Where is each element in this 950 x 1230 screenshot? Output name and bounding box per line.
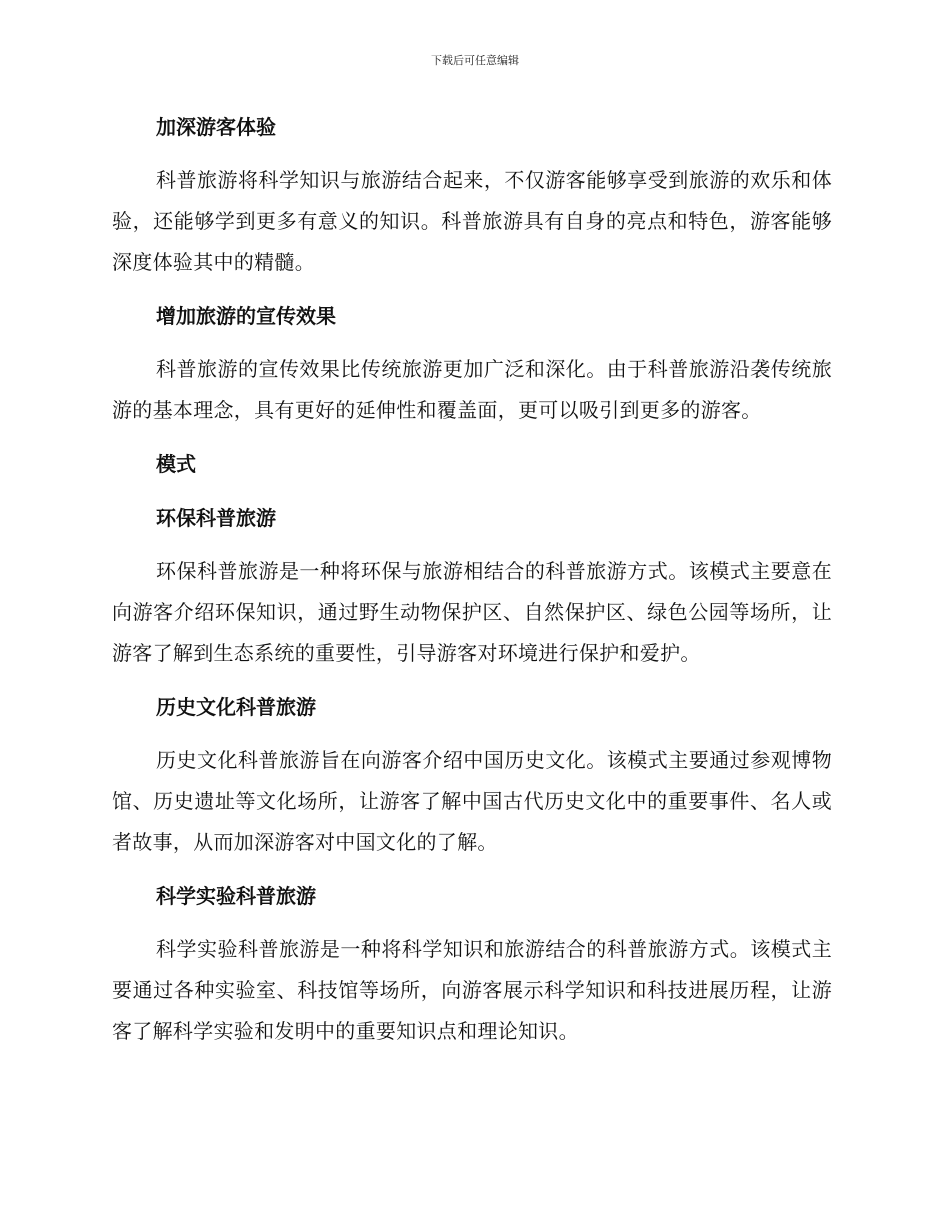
section-heading-science-experiment-tourism: 科学实验科普旅游: [156, 884, 316, 908]
section-heading-history-culture-tourism: 历史文化科普旅游: [156, 695, 316, 719]
document-body: [112, 106, 832, 1064]
paragraph-science-experiment-tourism: 科学实验科普旅游是一种将科学知识和旅游结合的科普旅游方式。该模式主要通过各种实验室、科技馆等场所，向游客展示科学知识和科技进展历程，让游客了解科学实验和发明中的重要知识点和理论知识。: [112, 937, 832, 1043]
section-heading-eco-tourism: 环保科普旅游: [156, 506, 276, 530]
paragraph-deepen-experience: 科普旅游将科学知识与旅游结合起来，不仅游客能够享受到旅游的欢乐和体验，还能够学到更多有意义的知识。科普旅游具有自身的亮点和特色，游客能够深度体验其中的精髓。: [112, 168, 832, 274]
paragraph-history-culture-tourism: 历史文化科普旅游旨在向游客介绍中国历史文化。该模式主要通过参观博物馆、历史遗址等文化场所，让游客了解中国古代历史文化中的重要事件、名人或者故事，从而加深游客对中国文化的了解。: [112, 748, 832, 854]
page-header: 下载后可任意编辑: [431, 54, 519, 67]
section-heading-modes: 模式: [156, 452, 196, 476]
section-heading-promotion-effect: 增加旅游的宣传效果: [156, 304, 336, 328]
paragraph-promotion-effect: 科普旅游的宣传效果比传统旅游更加广泛和深化。由于科普旅游沿袭传统旅游的基本理念，具有更好的延伸性和覆盖面，更可以吸引到更多的游客。: [112, 357, 832, 422]
paragraph-eco-tourism: 环保科普旅游是一种将环保与旅游相结合的科普旅游方式。该模式主要意在向游客介绍环保知识，通过野生动物保护区、自然保护区、绿色公园等场所，让游客了解到生态系统的重要性，引导游客对环境进行保护和爱护。: [112, 559, 832, 665]
section-heading-deepen-experience: 加深游客体验: [156, 115, 276, 139]
